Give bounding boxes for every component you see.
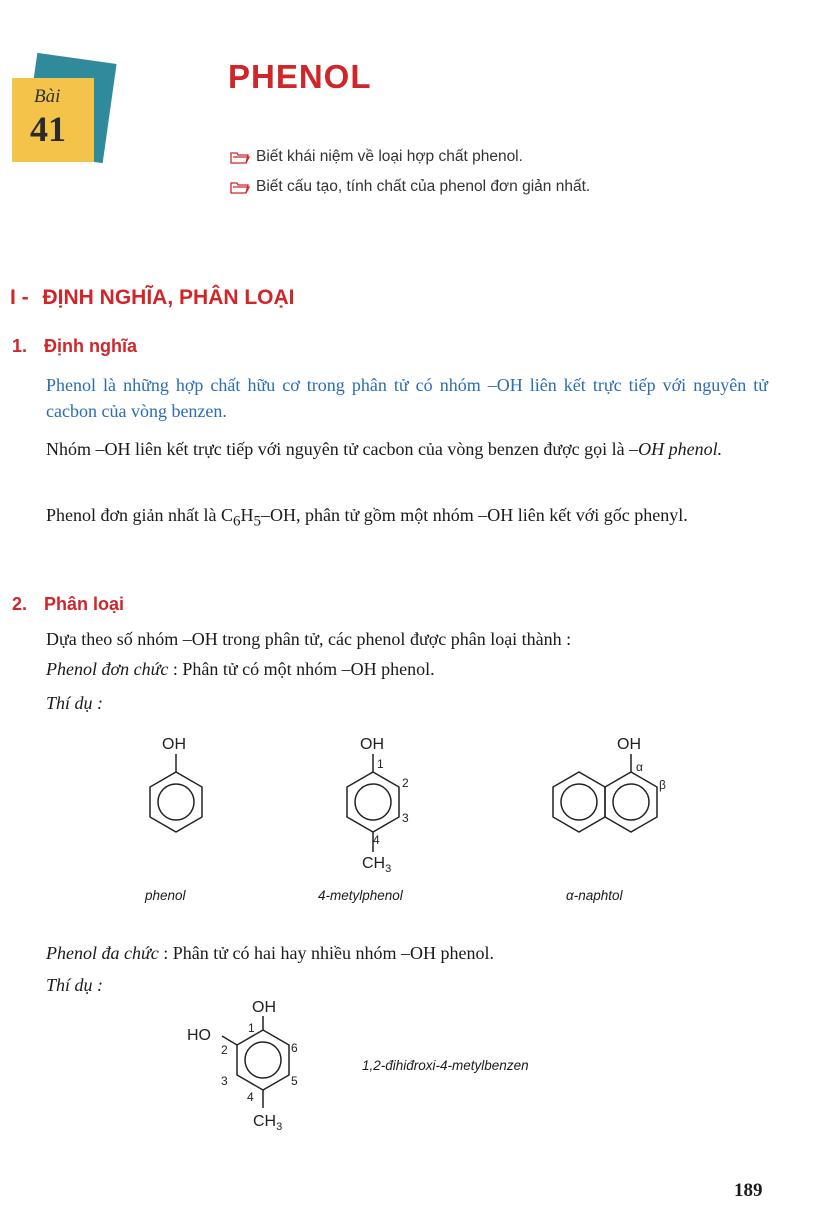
term: Phenol đa chức [46, 943, 159, 963]
lesson-number: 41 [30, 109, 66, 149]
oh-label: OH [617, 736, 641, 753]
ch3-label: $CH_3$ [362, 855, 392, 875]
subscript: 5 [253, 513, 261, 530]
example-label: Thí dụ : [46, 693, 104, 713]
carbon-number: 2 [221, 1043, 228, 1057]
beta-label: β [659, 778, 666, 792]
lesson-badge-word: Bài [34, 86, 61, 107]
carbon-number: 4 [247, 1090, 254, 1104]
term: –OH phenol. [629, 439, 723, 459]
carbon-number: 3 [221, 1074, 228, 1088]
page-number: 189 [734, 1180, 763, 1201]
carbon-number: 1 [248, 1021, 255, 1035]
subsection-number: 1. [12, 336, 28, 356]
term: Phenol đơn chức [46, 659, 169, 679]
section-title: ĐỊNH NGHĨA, PHÂN LOẠI [42, 286, 295, 309]
ch3-label: $CH_3$ [253, 1113, 283, 1133]
caption-naphtol: α-naphtol [566, 888, 623, 903]
definition-text: Phenol là những hợp chất hữu cơ trong phân tử có nhóm –OH liên kết trực tiếp với nguyên tử cacbon của vòng benzen. [46, 375, 768, 421]
example-label: Thí dụ : [46, 975, 104, 995]
oh-label: OH [252, 999, 276, 1016]
carbon-number: 3 [402, 811, 409, 825]
caption-diol: 1,2-đihiđroxi-4-metylbenzen [362, 1058, 529, 1073]
paragraph-text: Nhóm –OH liên kết trực tiếp với nguyên tử cacbon của vòng benzen được gọi là [46, 439, 630, 459]
paragraph-text: –OH, phân tử gồm một nhóm –OH liên kết với gốc phenyl. [261, 505, 688, 525]
paragraph [46, 940, 768, 966]
paragraph-text: : Phân tử có hai hay nhiều nhóm –OH phenol. [158, 943, 494, 963]
carbon-number: 1 [377, 757, 384, 771]
alpha-label: α [636, 760, 643, 774]
subscript: 6 [233, 513, 241, 530]
paragraph-text: Phenol đơn giản nhất là C [46, 505, 233, 525]
paragraph-text: H [240, 505, 254, 525]
carbon-number: 5 [291, 1074, 298, 1088]
subsection-title: Phân loại [44, 594, 125, 614]
paragraph-text: : Phân tử có một nhóm –OH phenol. [168, 659, 435, 679]
carbon-number: 2 [402, 776, 409, 790]
caption-phenol: phenol [145, 888, 186, 903]
subsection-title: Định nghĩa [44, 336, 138, 356]
subsection-number: 2. [12, 594, 28, 614]
page-title: PHENOL [228, 58, 372, 95]
objective-text: Biết cấu tạo, tính chất của phenol đơn giản nhất. [256, 178, 591, 195]
oh-label: OH [360, 736, 384, 753]
oh-label: OH [162, 736, 186, 753]
ho-label: HO [187, 1027, 211, 1044]
paragraph: Dựa theo số nhóm –OH trong phân tử, các phenol được phân loại thành : [46, 629, 572, 649]
carbon-number: 6 [291, 1041, 298, 1055]
carbon-number: 4 [373, 833, 380, 847]
section-roman: I - [10, 286, 29, 309]
caption-methylphenol: 4-metylphenol [318, 888, 403, 903]
dihydroxy-structure [222, 1016, 289, 1108]
phenol-structure [150, 754, 202, 832]
objective-text: Biết khái niệm về loại hợp chất phenol. [256, 148, 523, 165]
